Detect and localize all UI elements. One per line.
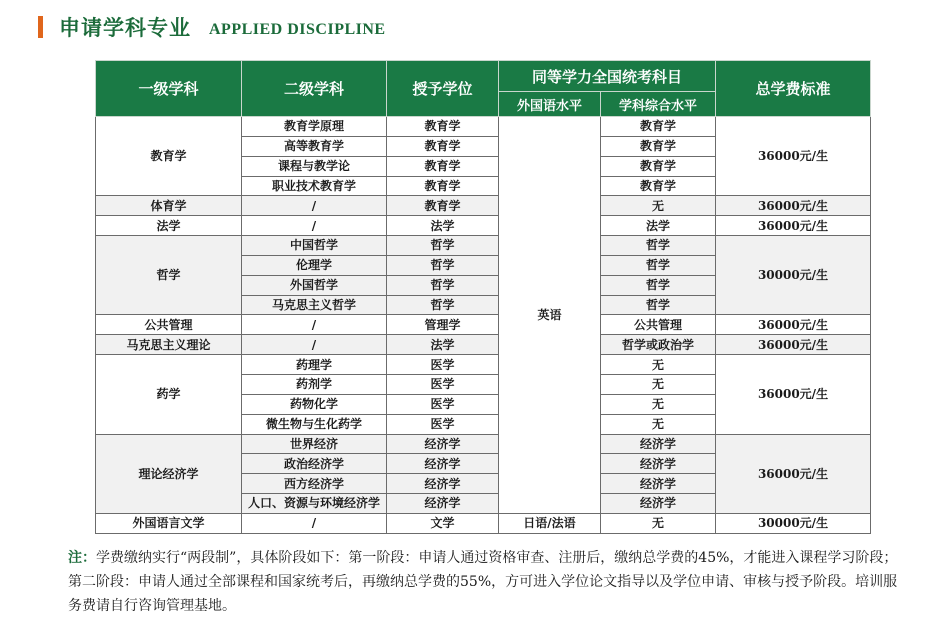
fee-note [68, 546, 908, 618]
subject-exam-cell: 无 [601, 196, 716, 216]
primary-discipline-cell: 公共管理 [96, 315, 242, 335]
primary-discipline-cell: 理论经济学 [96, 434, 242, 513]
subject-exam-cell: 无 [601, 414, 716, 434]
secondary-discipline-cell: 人口、资源与环境经济学 [242, 494, 387, 514]
table-row [96, 315, 871, 335]
degree-cell: 医学 [387, 374, 499, 394]
subject-exam-cell: 哲学 [601, 255, 716, 275]
secondary-discipline-cell: / [242, 513, 387, 533]
note-label: 注： [68, 550, 96, 566]
subject-exam-cell: 经济学 [601, 454, 716, 474]
secondary-discipline-cell: 马克思主义哲学 [242, 295, 387, 315]
header-subject-exam: 学科综合水平 [601, 92, 716, 117]
degree-cell: 医学 [387, 394, 499, 414]
primary-discipline-cell: 法学 [96, 216, 242, 236]
foreign-language-cell: 日语/法语 [499, 513, 601, 533]
note-text: 学费缴纳实行“两段制”，具体阶段如下：第一阶段：申请人通过资格审查、注册后，缴纳总学费的45%，才能进入课程学习阶段；第二阶段：申请人通过全部课程和国家统考后，再缴纳总学费的55%，方可进入学位论文指导以及学位申请、审核与授予阶段。培训服务费请自行咨询管理基地。 [68, 550, 898, 614]
subject-exam-cell: 哲学 [601, 236, 716, 256]
subject-exam-cell: 无 [601, 394, 716, 414]
subject-exam-cell: 哲学 [601, 295, 716, 315]
degree-cell: 教育学 [387, 156, 499, 176]
degree-cell: 医学 [387, 355, 499, 375]
secondary-discipline-cell: 微生物与生化药学 [242, 414, 387, 434]
total-fee-cell: 36000元/生 [716, 196, 871, 216]
secondary-discipline-cell: / [242, 315, 387, 335]
secondary-discipline-cell: / [242, 196, 387, 216]
total-fee-cell: 36000元/生 [716, 315, 871, 335]
degree-cell: 法学 [387, 216, 499, 236]
degree-cell: 哲学 [387, 255, 499, 275]
discipline-fee-table [95, 60, 871, 534]
subject-exam-cell: 公共管理 [601, 315, 716, 335]
degree-cell: 法学 [387, 335, 499, 355]
table-row [96, 355, 871, 375]
secondary-discipline-cell: 外国哲学 [242, 275, 387, 295]
secondary-discipline-cell: / [242, 335, 387, 355]
degree-cell: 教育学 [387, 196, 499, 216]
degree-cell: 医学 [387, 414, 499, 434]
table-row [96, 236, 871, 256]
total-fee-cell: 36000元/生 [716, 335, 871, 355]
degree-cell: 哲学 [387, 295, 499, 315]
degree-cell: 教育学 [387, 117, 499, 137]
header-degree: 授予学位 [387, 61, 499, 117]
table-row [96, 335, 871, 355]
subject-exam-cell: 教育学 [601, 176, 716, 196]
total-fee-cell: 30000元/生 [716, 513, 871, 533]
secondary-discipline-cell: 伦理学 [242, 255, 387, 275]
total-fee-cell: 36000元/生 [716, 216, 871, 236]
degree-cell: 经济学 [387, 434, 499, 454]
subject-exam-cell: 无 [601, 355, 716, 375]
primary-discipline-cell: 教育学 [96, 117, 242, 196]
subject-exam-cell: 无 [601, 513, 716, 533]
subject-exam-cell: 经济学 [601, 474, 716, 494]
primary-discipline-cell: 药学 [96, 355, 242, 434]
primary-discipline-cell: 哲学 [96, 236, 242, 315]
secondary-discipline-cell: 药物化学 [242, 394, 387, 414]
degree-cell: 教育学 [387, 136, 499, 156]
secondary-discipline-cell: / [242, 216, 387, 236]
secondary-discipline-cell: 世界经济 [242, 434, 387, 454]
degree-cell: 经济学 [387, 454, 499, 474]
secondary-discipline-cell: 职业技术教育学 [242, 176, 387, 196]
degree-cell: 管理学 [387, 315, 499, 335]
secondary-discipline-cell: 中国哲学 [242, 236, 387, 256]
table-row [96, 513, 871, 533]
secondary-discipline-cell: 西方经济学 [242, 474, 387, 494]
table-row [96, 434, 871, 454]
primary-discipline-cell: 体育学 [96, 196, 242, 216]
degree-cell: 哲学 [387, 275, 499, 295]
section-title-english: APPLIED DISCIPLINE [209, 20, 386, 38]
degree-cell: 经济学 [387, 474, 499, 494]
total-fee-cell: 36000元/生 [716, 117, 871, 196]
degree-cell: 文学 [387, 513, 499, 533]
total-fee-cell: 36000元/生 [716, 355, 871, 434]
accent-bar [38, 16, 43, 38]
subject-exam-cell: 教育学 [601, 156, 716, 176]
subject-exam-cell: 教育学 [601, 136, 716, 156]
subject-exam-cell: 教育学 [601, 117, 716, 137]
header-primary-discipline: 一级学科 [96, 61, 242, 117]
degree-cell: 哲学 [387, 236, 499, 256]
subject-exam-cell: 哲学 [601, 275, 716, 295]
secondary-discipline-cell: 药理学 [242, 355, 387, 375]
subject-exam-cell: 哲学或政治学 [601, 335, 716, 355]
primary-discipline-cell: 外国语言文学 [96, 513, 242, 533]
subject-exam-cell: 无 [601, 374, 716, 394]
header-foreign-language: 外国语水平 [499, 92, 601, 117]
primary-discipline-cell: 马克思主义理论 [96, 335, 242, 355]
section-title: 申请学科专业 [59, 16, 191, 40]
degree-cell: 教育学 [387, 176, 499, 196]
subject-exam-cell: 经济学 [601, 494, 716, 514]
table-row [96, 216, 871, 236]
secondary-discipline-cell: 课程与教学论 [242, 156, 387, 176]
subject-exam-cell: 经济学 [601, 434, 716, 454]
header-exam-group: 同等学力全国统考科目 [499, 61, 716, 92]
secondary-discipline-cell: 药剂学 [242, 374, 387, 394]
foreign-language-cell: 英语 [499, 117, 601, 514]
secondary-discipline-cell: 教育学原理 [242, 117, 387, 137]
table-row [96, 117, 871, 137]
degree-cell: 经济学 [387, 494, 499, 514]
header-secondary-discipline: 二级学科 [242, 61, 387, 117]
total-fee-cell: 30000元/生 [716, 236, 871, 315]
section-header [38, 10, 386, 44]
secondary-discipline-cell: 政治经济学 [242, 454, 387, 474]
subject-exam-cell: 法学 [601, 216, 716, 236]
header-total-fee: 总学费标准 [716, 61, 871, 117]
secondary-discipline-cell: 高等教育学 [242, 136, 387, 156]
table-row [96, 196, 871, 216]
total-fee-cell: 36000元/生 [716, 434, 871, 513]
